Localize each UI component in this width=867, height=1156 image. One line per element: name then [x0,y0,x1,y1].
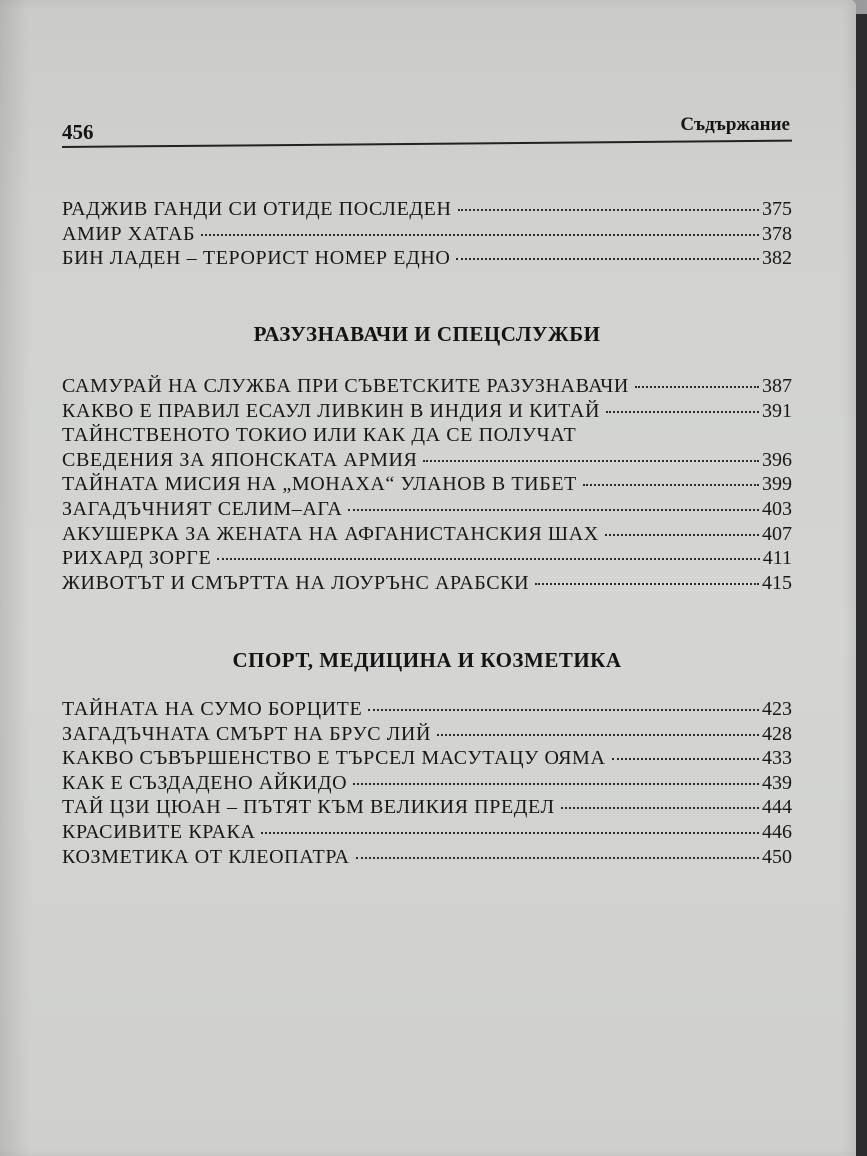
dot-leader [605,534,759,536]
toc-entry-page: 403 [762,497,792,520]
toc-entry [62,547,792,572]
dot-leader [456,258,759,260]
toc-entry-title: ТАЙНАТА НА СУМО БОРЦИТЕ [62,698,363,720]
toc-entry-title: РАДЖИВ ГАНДИ СИ ОТИДЕ ПОСЛЕДЕН [62,198,452,220]
dot-leader [561,807,759,809]
toc-entry-title: ЗАГАДЪЧНИЯТ СЕЛИМ–АГА [62,497,343,520]
toc-entry [62,772,792,797]
toc-entry [62,424,792,449]
toc-entry-page: 407 [762,522,792,545]
toc-entry [62,821,792,846]
toc-entry [62,796,792,821]
section-heading-sport: СПОРТ, МЕДИЦИНА И КОЗМЕТИКА [232,648,622,672]
dot-leader [356,857,759,859]
dot-leader [423,460,759,462]
dot-leader [261,832,759,834]
toc-entry [62,572,792,597]
page-gutter-shadow [0,0,30,1156]
toc-entry-page: 428 [762,722,792,745]
toc-entry-title: САМУРАЙ НА СЛУЖБА ПРИ СЪВЕТСКИТЕ РАЗУЗНАВАЧИ [62,375,629,397]
section-heading-intelligence: РАЗУЗНАВАЧИ И СПЕЦСЛУЖБИ [253,322,601,346]
dot-leader [583,484,759,486]
toc-entry-page: 450 [762,845,792,868]
toc-entry-page: 444 [762,796,792,819]
dot-leader [606,411,759,413]
dot-leader [348,509,759,511]
toc-entry-title: ТАЙНАТА МИСИЯ НА „МОНАХА“ УЛАНОВ В ТИБЕТ [62,473,577,496]
toc-entry [62,723,792,748]
toc-entry [62,523,792,548]
toc-entry-page: 446 [762,820,792,843]
toc-entry [62,698,792,723]
toc-group-politics [62,198,792,272]
dot-leader [437,734,759,736]
toc-entry [62,198,792,223]
toc-group-sport [62,698,792,870]
toc-entry [62,449,792,474]
toc-entry [62,498,792,523]
toc-entry-page: 423 [762,698,792,720]
dot-leader [635,386,759,388]
toc-entry-page: 399 [762,473,792,496]
toc-entry [62,247,792,272]
toc-entry-title: КРАСИВИТЕ КРАКА [62,820,256,843]
toc-entry-title: ТАЙНСТВЕНОТО ТОКИО ИЛИ КАК ДА СЕ ПОЛУЧАТ [62,424,577,447]
dot-leader [535,583,759,585]
toc-entry-page: 382 [762,247,792,270]
dot-leader [353,783,759,785]
toc-group-intelligence [62,375,792,596]
toc-entry-page: 375 [762,198,792,220]
toc-entry-page: 415 [762,571,792,594]
toc-entry-page: 439 [762,771,792,794]
dot-leader [368,709,759,711]
toc-entry [62,223,792,248]
toc-entry-title: СВЕДЕНИЯ ЗА ЯПОНСКАТА АРМИЯ [62,448,418,471]
toc-entry-title: АКУШЕРКА ЗА ЖЕНАТА НА АФГАНИСТАНСКИЯ ШАХ [62,522,599,545]
toc-entry-page: 387 [762,375,792,397]
toc-entry [62,400,792,425]
toc-entry-title: БИН ЛАДЕН – ТЕРОРИСТ НОМЕР ЕДНО [62,247,451,270]
toc-entry-title: РИХАРД ЗОРГЕ [62,547,212,570]
toc-entry-title: ЖИВОТЪТ И СМЪРТТА НА ЛОУРЪНС АРАБСКИ [62,571,530,594]
dot-leader [217,558,759,560]
toc-entry-page: 396 [762,448,792,471]
toc-entry [62,747,792,772]
toc-entry-title: АМИР ХАТАБ [62,222,196,245]
toc-entry-title: ТАЙ ЦЗИ ЦЮАН – ПЪТЯТ КЪМ ВЕЛИКИЯ ПРЕДЕЛ [62,796,555,819]
running-title: Съдържание [680,114,790,135]
toc-entry-title: КАК Е СЪЗДАДЕНО АЙКИДО [62,771,348,794]
toc-entry [62,846,792,871]
page-number: 456 [62,120,94,144]
dot-leader [458,209,759,211]
toc-entry-page: 378 [762,222,792,245]
toc-entry-title: КАКВО СЪВЪРШЕНСТВО Е ТЪРСЕЛ МАСУТАЦУ ОЯМА [62,747,606,770]
toc-entry-title: КАКВО Е ПРАВИЛ ЕСАУЛ ЛИВКИН В ИНДИЯ И КИТАЙ [62,399,600,422]
toc-entry-page: 391 [762,399,792,422]
toc-entry-page: 433 [762,747,792,770]
dot-leader [201,234,759,236]
toc-entry [62,473,792,498]
dot-leader [612,758,760,760]
toc-entry [62,375,792,400]
toc-entry-page: 411 [762,547,792,570]
toc-entry-title: ЗАГАДЪЧНАТА СМЪРТ НА БРУС ЛИЙ [62,722,432,745]
toc-entry-title: КОЗМЕТИКА ОТ КЛЕОПАТРА [62,845,350,868]
